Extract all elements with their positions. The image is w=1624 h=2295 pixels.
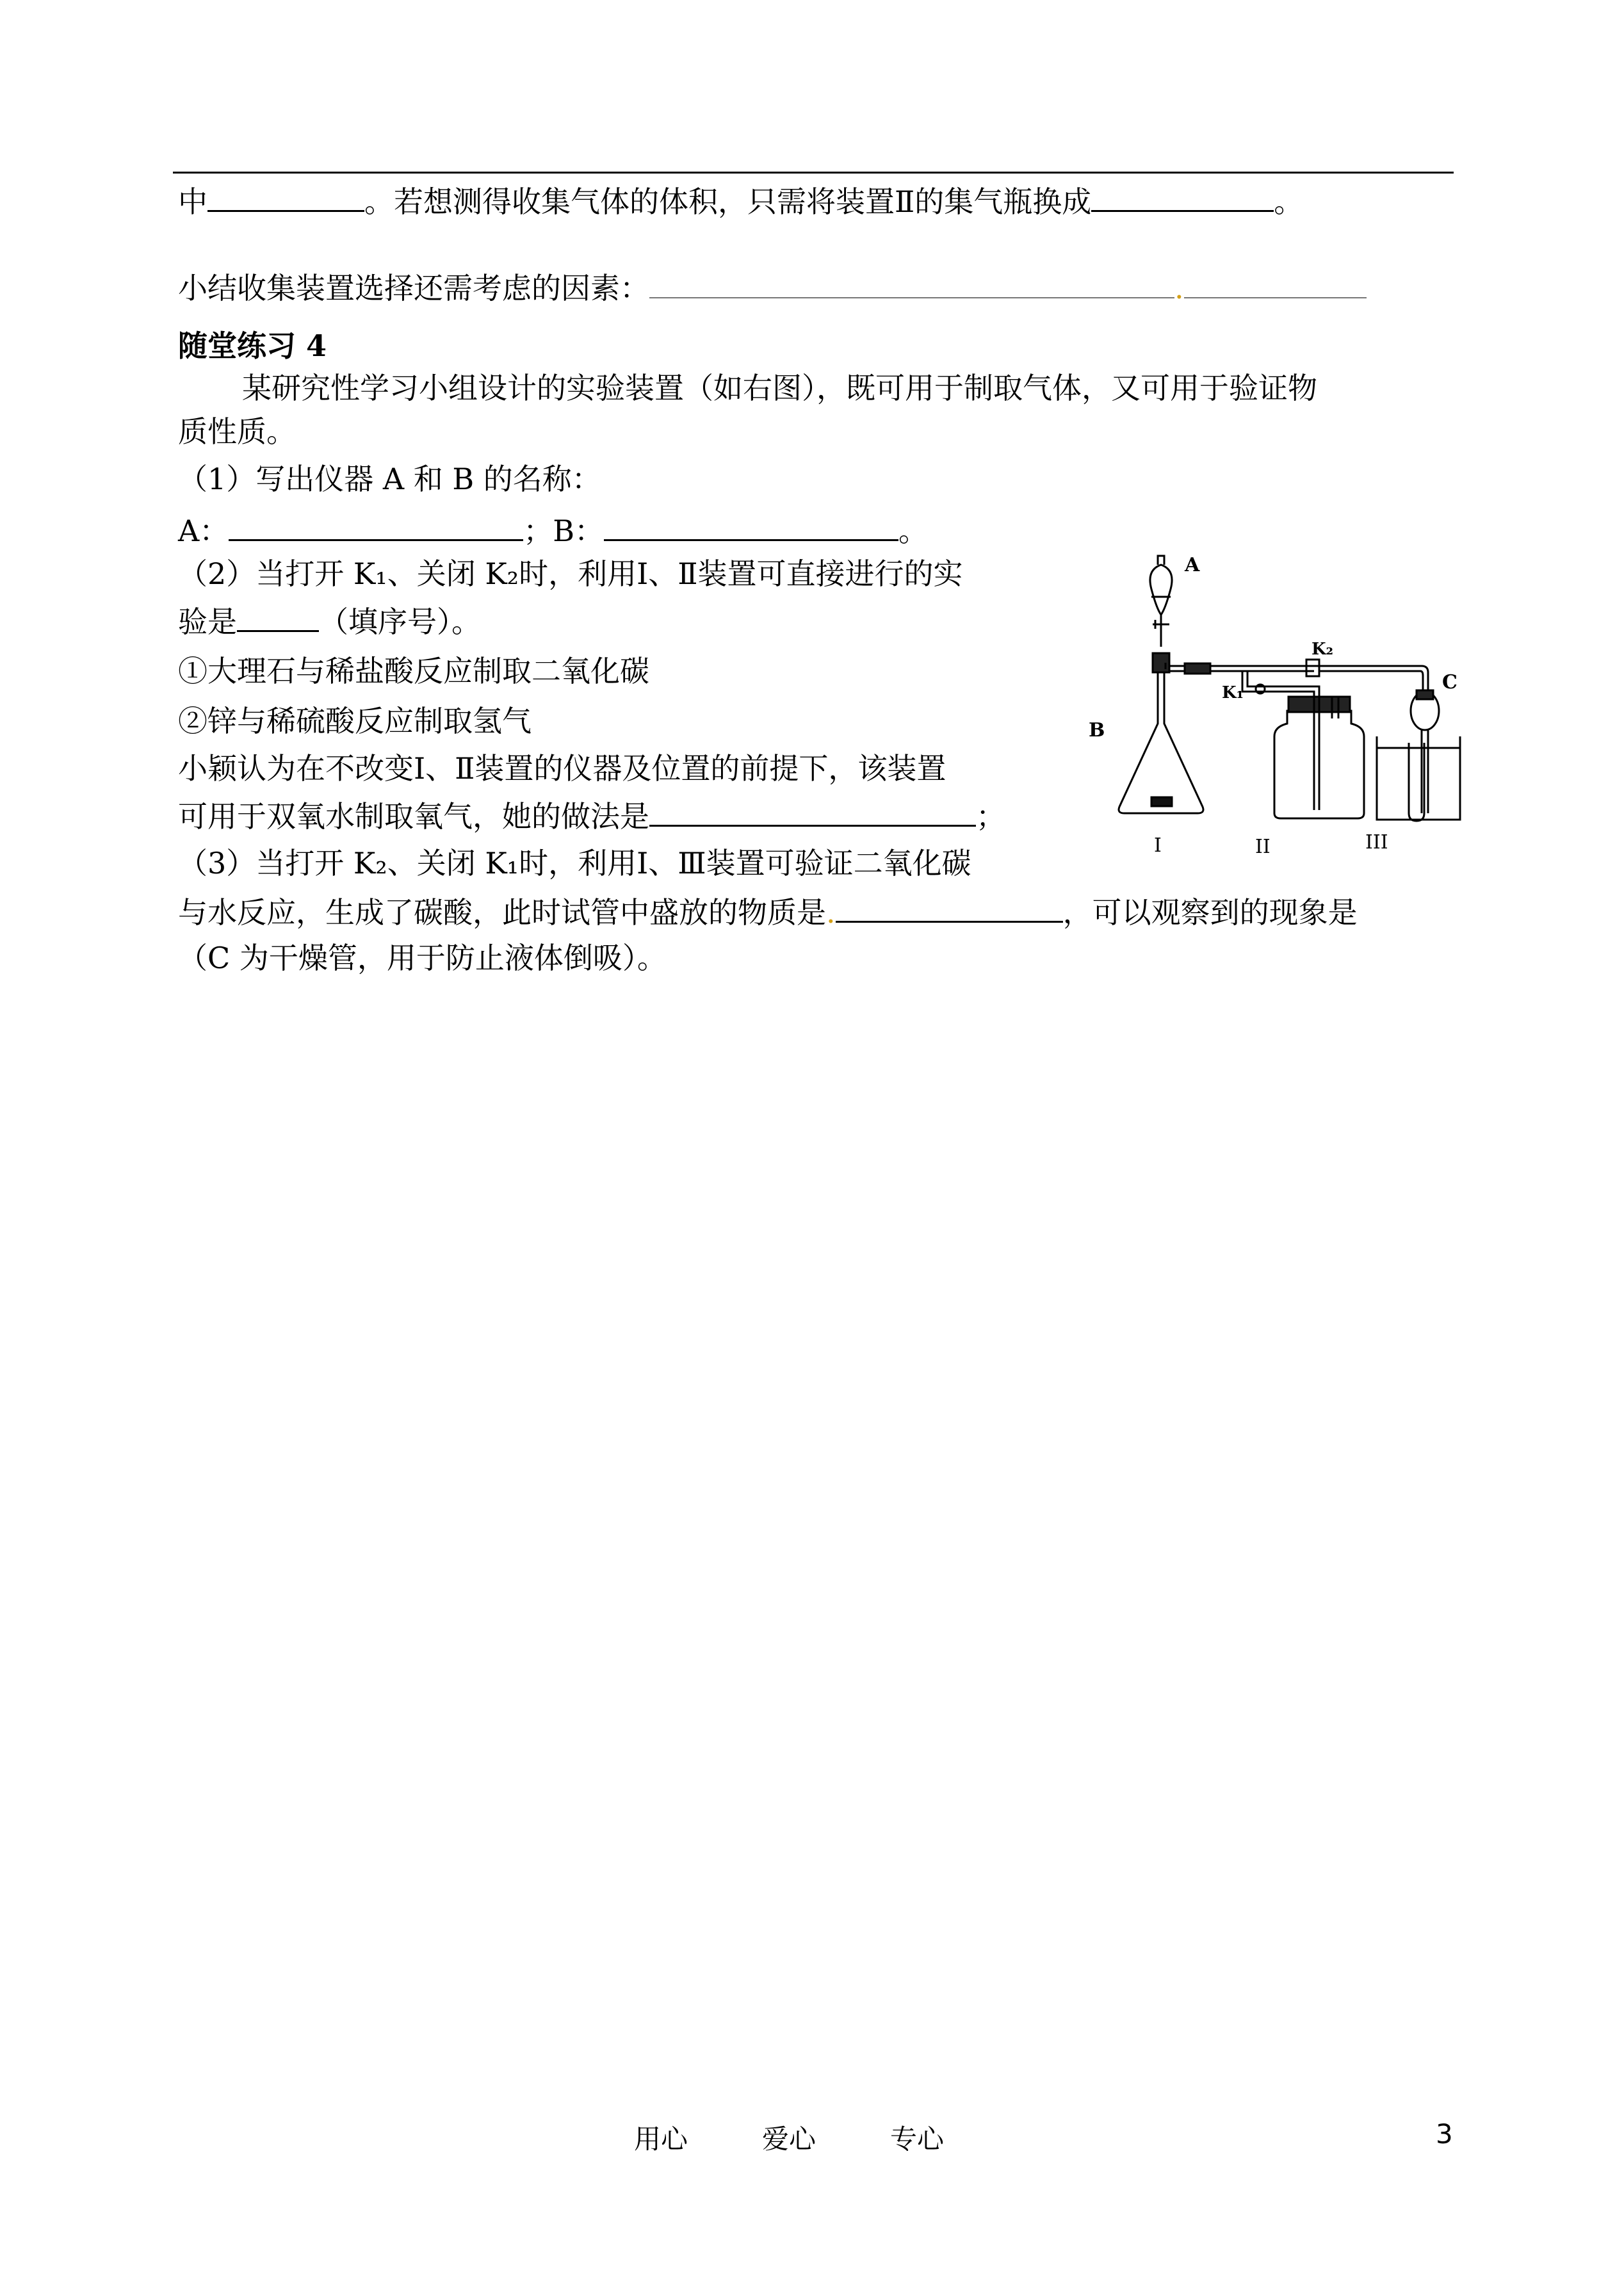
funnel-neck <box>1158 556 1164 565</box>
page-number: 3 <box>1436 2118 1453 2150</box>
q1-b-blank[interactable] <box>604 510 898 541</box>
conical-flask-i <box>1119 672 1203 813</box>
summary-dot: . <box>1174 271 1184 305</box>
label-c: C <box>1442 671 1458 693</box>
question-2-line-2 <box>178 601 481 641</box>
question-3-line-3: （C 为干燥管，用于防止液体倒吸）。 <box>178 941 667 975</box>
q2-6-pre: 可用于双氧水制取氧气，她的做法是 <box>178 799 649 834</box>
q1-b-label: ；B： <box>523 514 605 548</box>
solid-reactant <box>1151 797 1172 806</box>
label-k1: K₁ <box>1222 683 1244 702</box>
tube-to-iii <box>1319 666 1428 692</box>
summary-line <box>178 268 1367 307</box>
q1-a-label: A： <box>178 514 229 548</box>
stopper-i <box>1153 653 1169 672</box>
intro-line-1: 某研究性学习小组设计的实验装置（如右图），既可用于制取气体，又可用于验证物 <box>242 371 1317 405</box>
line1-post: 。 <box>1274 184 1304 219</box>
q2-6-post: ； <box>976 799 1005 834</box>
apparatus-figure <box>1089 544 1466 864</box>
question-3-line-2 <box>178 891 1358 932</box>
blank-fill-2[interactable] <box>1091 181 1274 212</box>
label-iii: III <box>1365 831 1388 854</box>
q2-blank[interactable] <box>237 601 319 632</box>
footer-item-3: 专心 <box>890 2123 945 2155</box>
question-3-line-1: （3）当打开 K₂、关闭 K₁时，利用Ⅰ、Ⅲ装置可验证二氧化碳 <box>178 846 971 880</box>
question-2-line-5: 小颖认为在不改变Ⅰ、Ⅱ装置的仪器及位置的前提下，该装置 <box>178 751 946 786</box>
footer-item-2: 爱心 <box>762 2123 816 2155</box>
q2-post: （填序号）。 <box>319 604 481 639</box>
question-1-answers <box>178 510 928 550</box>
label-k2: K₂ <box>1311 640 1333 659</box>
label-i: I <box>1154 834 1162 857</box>
line1-pre: 中 <box>178 184 207 219</box>
q2-6-blank[interactable] <box>649 795 976 827</box>
top-rule <box>173 172 1454 174</box>
q1-a-blank[interactable] <box>229 510 523 541</box>
question-1: （1）写出仪器 A 和 B 的名称： <box>178 462 601 496</box>
separatory-funnel-a <box>1150 565 1172 615</box>
q3-blank[interactable] <box>836 891 1063 923</box>
label-ii: II <box>1255 836 1271 858</box>
q3-post: ，可以观察到的现象是 <box>1062 895 1358 930</box>
continuation-line <box>178 181 1303 221</box>
footer-item-1: 用心 <box>634 2123 688 2155</box>
q3-pre: 与水反应，生成了碳酸，此时试管中盛放的物质是 <box>178 895 826 930</box>
exercise-heading: 随堂练习 4 <box>178 328 327 363</box>
summary-blank-2[interactable] <box>1184 268 1367 298</box>
tube-to-iii-inner <box>1319 671 1423 692</box>
question-2-line-6 <box>178 795 1005 836</box>
stopper-c <box>1417 690 1433 699</box>
option-2: ②锌与稀硫酸反应制取氢气 <box>178 704 532 738</box>
q1-end: 。 <box>898 514 929 548</box>
blank-fill-1[interactable] <box>207 181 364 212</box>
label-a: A <box>1185 554 1200 576</box>
option-1: ①大理石与稀盐酸反应制取二氧化碳 <box>178 654 649 688</box>
label-b: B <box>1089 719 1105 742</box>
q3-dot: . <box>826 895 836 930</box>
clamp-k2 <box>1306 660 1319 676</box>
intro-line-2: 质性质。 <box>178 414 296 449</box>
question-2-line-1: （2）当打开 K₁、关闭 K₂时，利用Ⅰ、Ⅱ装置可直接进行的实 <box>178 556 963 591</box>
line1-mid: 。若想测得收集气体的体积，只需将装置Ⅱ的集气瓶换成 <box>364 184 1092 219</box>
summary-blank[interactable] <box>649 268 1174 298</box>
q2-pre: 验是 <box>178 604 237 639</box>
rubber-joint-1 <box>1185 663 1210 674</box>
summary-label: 小结收集装置选择还需考虑的因素： <box>178 271 649 305</box>
